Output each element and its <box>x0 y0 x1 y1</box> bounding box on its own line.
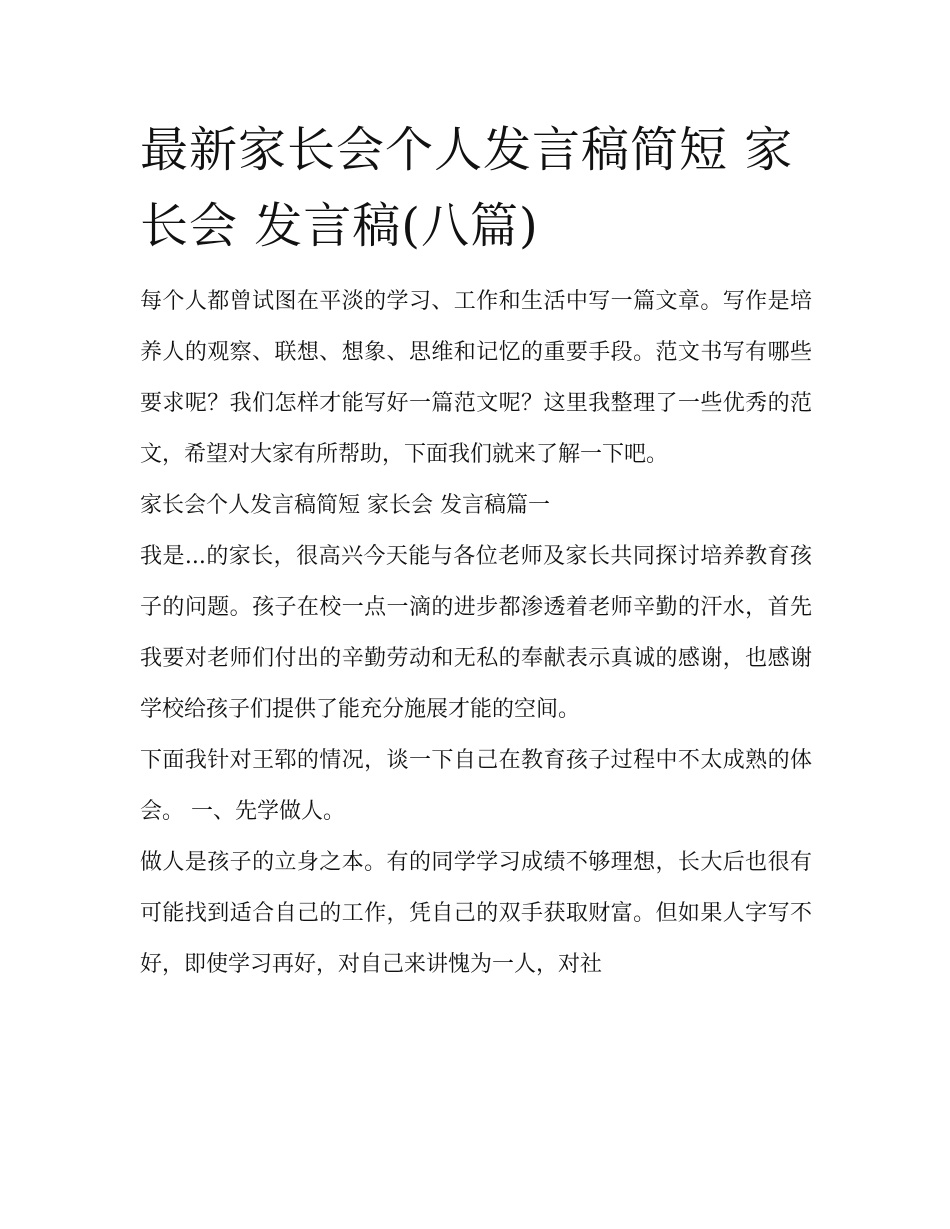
intro-paragraph: 每个人都曾试图在平淡的学习、工作和生活中写一篇文章。写作是培养人的观察、联想、想象、思维和记忆的重要手段。范文书写有哪些要求呢？我们怎样才能写好一篇范文呢？这里我整理了一些优秀的范文，希望对大家有所帮助，下面我们就来了解一下吧。 <box>140 289 812 467</box>
body-paragraph: 下面我针对王郓的情况，谈一下自己在教育孩子过程中不太成熟的体会。 一、先学做人。 <box>140 748 812 824</box>
section-heading-1: 家长会个人发言稿简短 家长会 发言稿篇一 <box>140 493 550 518</box>
document-body <box>140 276 812 990</box>
document-title: 最新家长会个人发言稿简短 家长会 发言稿(八篇) <box>140 122 794 254</box>
body-paragraph: 我是...的家长，很高兴今天能与各位老师及家长共同探讨培养教育孩子的问题。孩子在校一点一滴的进步都渗透着老师辛勤的汗水，首先我要对老师们付出的辛勤劳动和无私的奉献表示真诚的感谢，也感谢学校给孩子们提供了能充分施展才能的空间。 <box>140 544 812 722</box>
body-paragraph: 做人是孩子的立身之本。有的同学学习成绩不够理想，长大后也很有可能找到适合自己的工作，凭自己的双手获取财富。但如果人字写不好，即使学习再好，对自己来讲愧为一人，对社 <box>140 850 812 977</box>
